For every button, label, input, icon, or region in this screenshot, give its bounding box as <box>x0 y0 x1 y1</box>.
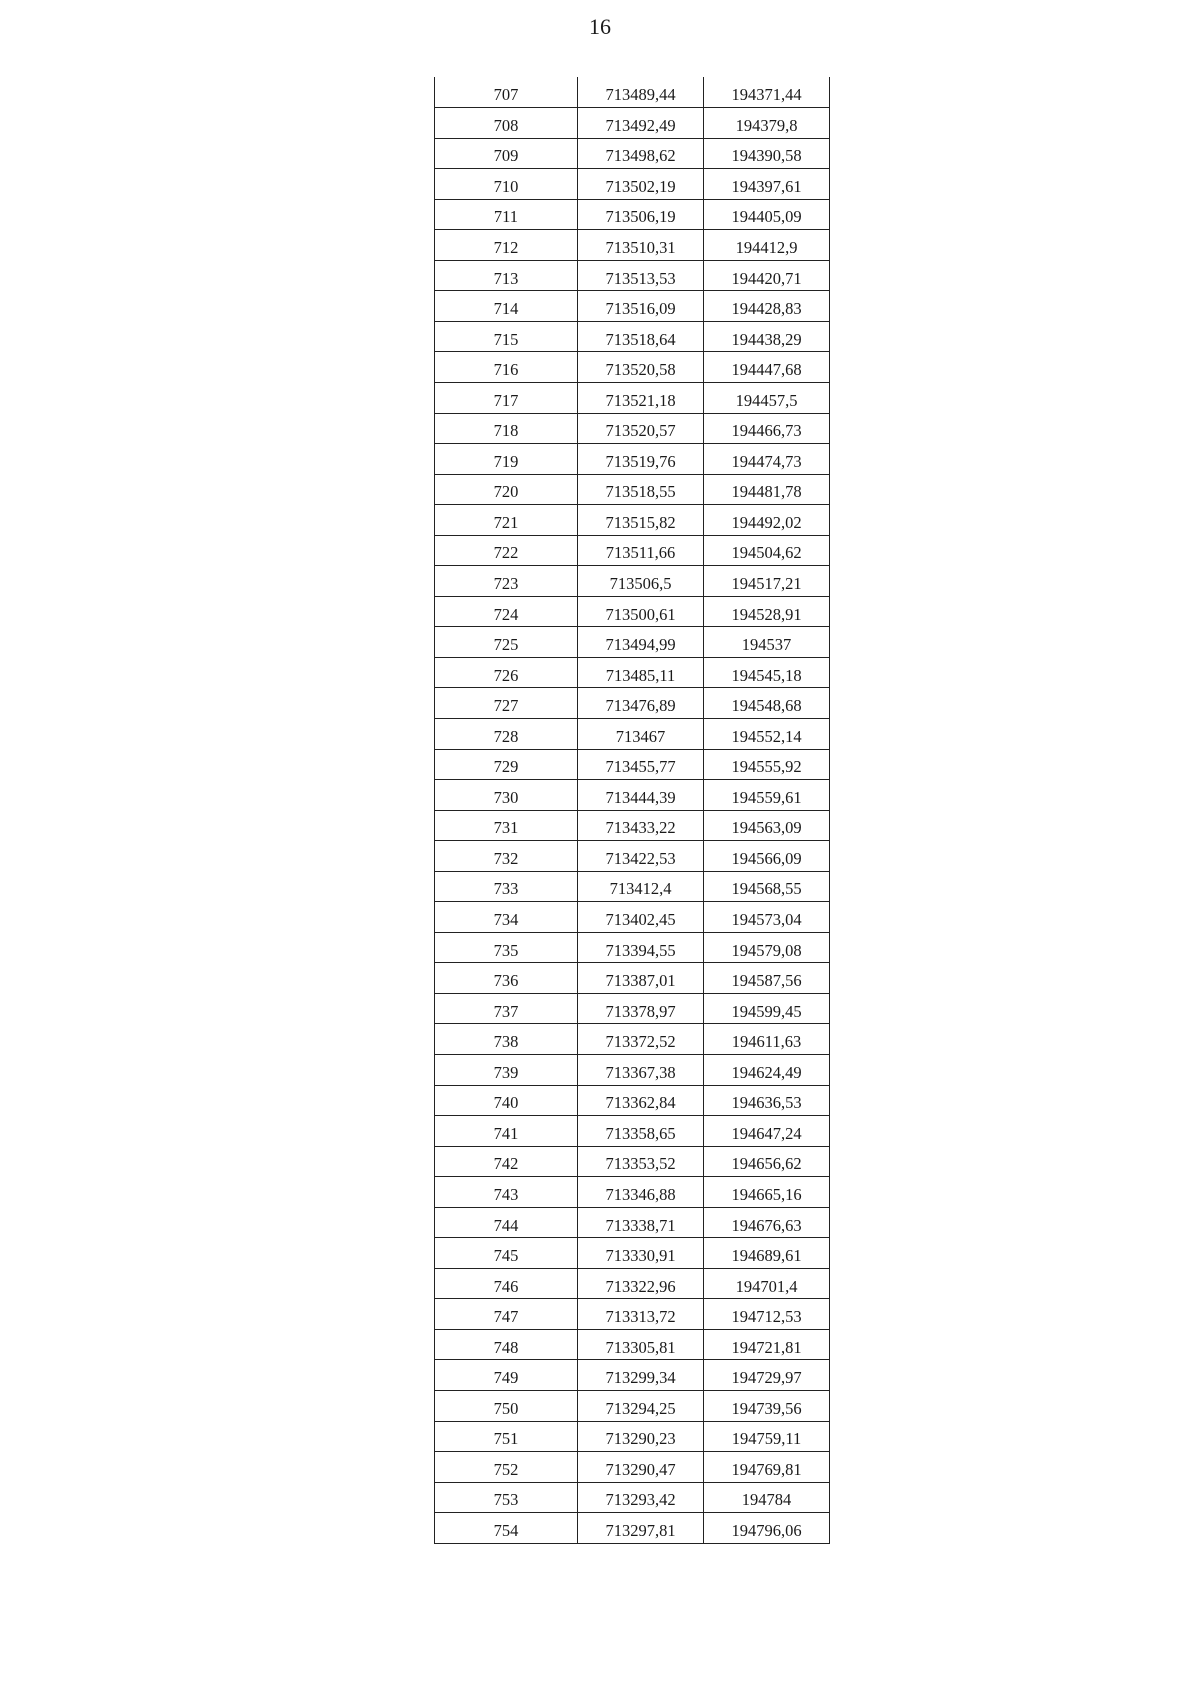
y-coordinate-cell: 194579,08 <box>704 932 830 963</box>
x-coordinate-cell: 713492,49 <box>578 108 704 139</box>
table-row <box>435 108 830 139</box>
table-row <box>435 505 830 536</box>
x-coordinate-cell: 713513,53 <box>578 260 704 291</box>
point-number-cell: 754 <box>435 1513 578 1544</box>
point-number-cell: 748 <box>435 1329 578 1360</box>
point-number-cell: 724 <box>435 596 578 627</box>
x-coordinate-cell: 713412,4 <box>578 871 704 902</box>
x-coordinate-cell: 713502,19 <box>578 169 704 200</box>
y-coordinate-cell: 194559,61 <box>704 780 830 811</box>
point-number-cell: 736 <box>435 963 578 994</box>
table-row <box>435 932 830 963</box>
x-coordinate-cell: 713305,81 <box>578 1329 704 1360</box>
point-number-cell: 727 <box>435 688 578 719</box>
point-number-cell: 746 <box>435 1268 578 1299</box>
x-coordinate-cell: 713489,44 <box>578 77 704 108</box>
point-number-cell: 722 <box>435 535 578 566</box>
y-coordinate-cell: 194729,97 <box>704 1360 830 1391</box>
table-row <box>435 1116 830 1147</box>
x-coordinate-cell: 713402,45 <box>578 902 704 933</box>
y-coordinate-cell: 194739,56 <box>704 1391 830 1422</box>
table-row <box>435 1024 830 1055</box>
x-coordinate-cell: 713506,5 <box>578 566 704 597</box>
y-coordinate-cell: 194405,09 <box>704 199 830 230</box>
table-row <box>435 1452 830 1483</box>
y-coordinate-cell: 194466,73 <box>704 413 830 444</box>
table-row <box>435 688 830 719</box>
x-coordinate-cell: 713485,11 <box>578 657 704 688</box>
y-coordinate-cell: 194665,16 <box>704 1177 830 1208</box>
point-number-cell: 734 <box>435 902 578 933</box>
table-row <box>435 1238 830 1269</box>
point-number-cell: 747 <box>435 1299 578 1330</box>
table-row <box>435 413 830 444</box>
point-number-cell: 720 <box>435 474 578 505</box>
table-row <box>435 1329 830 1360</box>
table-row <box>435 596 830 627</box>
page-number: 16 <box>589 14 611 39</box>
x-coordinate-cell: 713455,77 <box>578 749 704 780</box>
y-coordinate-cell: 194721,81 <box>704 1329 830 1360</box>
point-number-cell: 732 <box>435 841 578 872</box>
y-coordinate-cell: 194624,49 <box>704 1055 830 1086</box>
x-coordinate-cell: 713293,42 <box>578 1482 704 1513</box>
point-number-cell: 710 <box>435 169 578 200</box>
y-coordinate-cell: 194647,24 <box>704 1116 830 1147</box>
point-number-cell: 737 <box>435 993 578 1024</box>
point-number-cell: 731 <box>435 810 578 841</box>
x-coordinate-cell: 713519,76 <box>578 444 704 475</box>
point-number-cell: 726 <box>435 657 578 688</box>
point-number-cell: 745 <box>435 1238 578 1269</box>
table-row <box>435 1055 830 1086</box>
table-row <box>435 657 830 688</box>
table-row <box>435 1391 830 1422</box>
y-coordinate-cell: 194656,62 <box>704 1146 830 1177</box>
x-coordinate-cell: 713520,57 <box>578 413 704 444</box>
point-number-cell: 729 <box>435 749 578 780</box>
y-coordinate-cell: 194555,92 <box>704 749 830 780</box>
x-coordinate-cell: 713362,84 <box>578 1085 704 1116</box>
x-coordinate-cell: 713322,96 <box>578 1268 704 1299</box>
x-coordinate-cell: 713338,71 <box>578 1207 704 1238</box>
point-number-cell: 749 <box>435 1360 578 1391</box>
point-number-cell: 715 <box>435 321 578 352</box>
x-coordinate-cell: 713498,62 <box>578 138 704 169</box>
y-coordinate-cell: 194457,5 <box>704 382 830 413</box>
x-coordinate-cell: 713297,81 <box>578 1513 704 1544</box>
x-coordinate-cell: 713313,72 <box>578 1299 704 1330</box>
y-coordinate-cell: 194428,83 <box>704 291 830 322</box>
point-number-cell: 714 <box>435 291 578 322</box>
point-number-cell: 728 <box>435 718 578 749</box>
point-number-cell: 750 <box>435 1391 578 1422</box>
table-row <box>435 230 830 261</box>
x-coordinate-cell: 713394,55 <box>578 932 704 963</box>
y-coordinate-cell: 194566,09 <box>704 841 830 872</box>
x-coordinate-cell: 713290,47 <box>578 1452 704 1483</box>
table-row <box>435 199 830 230</box>
x-coordinate-cell: 713444,39 <box>578 780 704 811</box>
x-coordinate-cell: 713506,19 <box>578 199 704 230</box>
x-coordinate-cell: 713476,89 <box>578 688 704 719</box>
point-number-cell: 709 <box>435 138 578 169</box>
y-coordinate-cell: 194517,21 <box>704 566 830 597</box>
table-row <box>435 1421 830 1452</box>
table-row <box>435 718 830 749</box>
point-number-cell: 721 <box>435 505 578 536</box>
table-row <box>435 1085 830 1116</box>
table-row <box>435 1146 830 1177</box>
point-number-cell: 752 <box>435 1452 578 1483</box>
x-coordinate-cell: 713510,31 <box>578 230 704 261</box>
y-coordinate-cell: 194474,73 <box>704 444 830 475</box>
y-coordinate-cell: 194568,55 <box>704 871 830 902</box>
point-number-cell: 739 <box>435 1055 578 1086</box>
y-coordinate-cell: 194587,56 <box>704 963 830 994</box>
x-coordinate-cell: 713516,09 <box>578 291 704 322</box>
y-coordinate-cell: 194438,29 <box>704 321 830 352</box>
y-coordinate-cell: 194371,44 <box>704 77 830 108</box>
point-number-cell: 741 <box>435 1116 578 1147</box>
table-row <box>435 138 830 169</box>
x-coordinate-cell: 713467 <box>578 718 704 749</box>
y-coordinate-cell: 194759,11 <box>704 1421 830 1452</box>
table-row <box>435 1177 830 1208</box>
y-coordinate-cell: 194676,63 <box>704 1207 830 1238</box>
table-row <box>435 535 830 566</box>
coordinates-table-body <box>435 77 830 1543</box>
table-row <box>435 1299 830 1330</box>
y-coordinate-cell: 194552,14 <box>704 718 830 749</box>
table-row <box>435 352 830 383</box>
y-coordinate-cell: 194528,91 <box>704 596 830 627</box>
y-coordinate-cell: 194481,78 <box>704 474 830 505</box>
point-number-cell: 712 <box>435 230 578 261</box>
y-coordinate-cell: 194573,04 <box>704 902 830 933</box>
x-coordinate-cell: 713346,88 <box>578 1177 704 1208</box>
y-coordinate-cell: 194701,4 <box>704 1268 830 1299</box>
x-coordinate-cell: 713520,58 <box>578 352 704 383</box>
x-coordinate-cell: 713358,65 <box>578 1116 704 1147</box>
table-row <box>435 810 830 841</box>
table-row <box>435 902 830 933</box>
table-row <box>435 77 830 108</box>
y-coordinate-cell: 194537 <box>704 627 830 658</box>
point-number-cell: 718 <box>435 413 578 444</box>
y-coordinate-cell: 194548,68 <box>704 688 830 719</box>
point-number-cell: 711 <box>435 199 578 230</box>
table-row <box>435 1513 830 1544</box>
x-coordinate-cell: 713515,82 <box>578 505 704 536</box>
point-number-cell: 708 <box>435 108 578 139</box>
x-coordinate-cell: 713294,25 <box>578 1391 704 1422</box>
y-coordinate-cell: 194447,68 <box>704 352 830 383</box>
table-row <box>435 963 830 994</box>
point-number-cell: 743 <box>435 1177 578 1208</box>
y-coordinate-cell: 194492,02 <box>704 505 830 536</box>
table-row <box>435 474 830 505</box>
point-number-cell: 719 <box>435 444 578 475</box>
y-coordinate-cell: 194796,06 <box>704 1513 830 1544</box>
point-number-cell: 730 <box>435 780 578 811</box>
table-row <box>435 291 830 322</box>
point-number-cell: 742 <box>435 1146 578 1177</box>
y-coordinate-cell: 194712,53 <box>704 1299 830 1330</box>
table-row <box>435 780 830 811</box>
x-coordinate-cell: 713387,01 <box>578 963 704 994</box>
table-row <box>435 871 830 902</box>
y-coordinate-cell: 194379,8 <box>704 108 830 139</box>
table-row <box>435 321 830 352</box>
point-number-cell: 740 <box>435 1085 578 1116</box>
table-row <box>435 260 830 291</box>
x-coordinate-cell: 713494,99 <box>578 627 704 658</box>
x-coordinate-cell: 713511,66 <box>578 535 704 566</box>
table-row <box>435 566 830 597</box>
point-number-cell: 723 <box>435 566 578 597</box>
point-number-cell: 751 <box>435 1421 578 1452</box>
table-row <box>435 1482 830 1513</box>
table-row <box>435 841 830 872</box>
table-row <box>435 1207 830 1238</box>
y-coordinate-cell: 194769,81 <box>704 1452 830 1483</box>
point-number-cell: 738 <box>435 1024 578 1055</box>
point-number-cell: 707 <box>435 77 578 108</box>
x-coordinate-cell: 713299,34 <box>578 1360 704 1391</box>
y-coordinate-cell: 194689,61 <box>704 1238 830 1269</box>
x-coordinate-cell: 713330,91 <box>578 1238 704 1269</box>
y-coordinate-cell: 194420,71 <box>704 260 830 291</box>
point-number-cell: 716 <box>435 352 578 383</box>
table-row <box>435 627 830 658</box>
x-coordinate-cell: 713518,55 <box>578 474 704 505</box>
point-number-cell: 713 <box>435 260 578 291</box>
table-row <box>435 993 830 1024</box>
point-number-cell: 717 <box>435 382 578 413</box>
table-row <box>435 382 830 413</box>
table-row <box>435 444 830 475</box>
x-coordinate-cell: 713422,53 <box>578 841 704 872</box>
y-coordinate-cell: 194504,62 <box>704 535 830 566</box>
table-row <box>435 749 830 780</box>
y-coordinate-cell: 194563,09 <box>704 810 830 841</box>
y-coordinate-cell: 194784 <box>704 1482 830 1513</box>
y-coordinate-cell: 194390,58 <box>704 138 830 169</box>
y-coordinate-cell: 194397,61 <box>704 169 830 200</box>
point-number-cell: 744 <box>435 1207 578 1238</box>
x-coordinate-cell: 713433,22 <box>578 810 704 841</box>
point-number-cell: 725 <box>435 627 578 658</box>
point-number-cell: 733 <box>435 871 578 902</box>
x-coordinate-cell: 713521,18 <box>578 382 704 413</box>
y-coordinate-cell: 194412,9 <box>704 230 830 261</box>
point-number-cell: 735 <box>435 932 578 963</box>
point-number-cell: 753 <box>435 1482 578 1513</box>
x-coordinate-cell: 713500,61 <box>578 596 704 627</box>
y-coordinate-cell: 194636,53 <box>704 1085 830 1116</box>
x-coordinate-cell: 713372,52 <box>578 1024 704 1055</box>
table-row <box>435 1360 830 1391</box>
y-coordinate-cell: 194599,45 <box>704 993 830 1024</box>
x-coordinate-cell: 713353,52 <box>578 1146 704 1177</box>
table-row <box>435 169 830 200</box>
x-coordinate-cell: 713290,23 <box>578 1421 704 1452</box>
y-coordinate-cell: 194545,18 <box>704 657 830 688</box>
x-coordinate-cell: 713518,64 <box>578 321 704 352</box>
x-coordinate-cell: 713378,97 <box>578 993 704 1024</box>
coordinates-table <box>434 77 830 1544</box>
y-coordinate-cell: 194611,63 <box>704 1024 830 1055</box>
x-coordinate-cell: 713367,38 <box>578 1055 704 1086</box>
table-row <box>435 1268 830 1299</box>
